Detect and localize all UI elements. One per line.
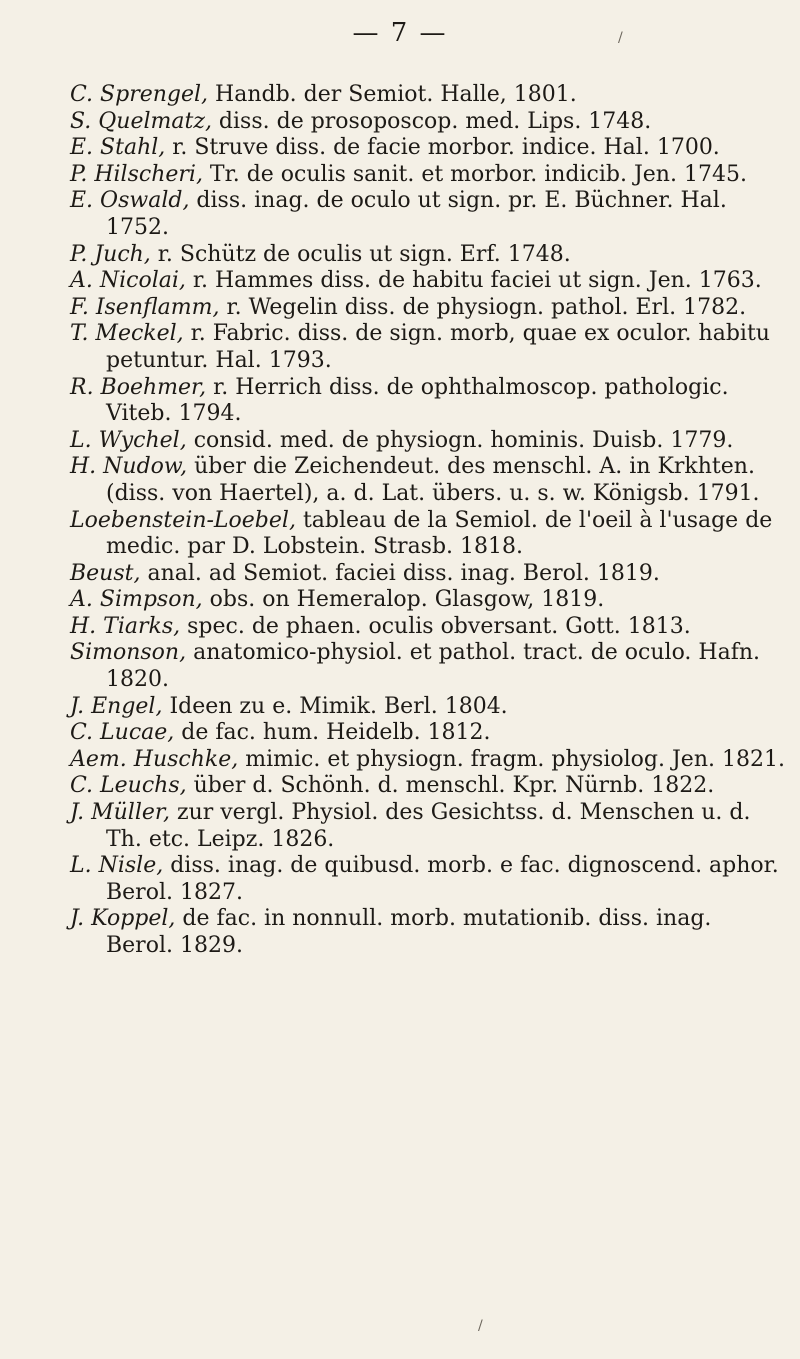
bibliography-entry bbox=[70, 694, 785, 721]
entry-details: de fac. hum. Heidelb. 1812. bbox=[174, 720, 491, 746]
entry-details: obs. on Hemeralop. Glasgow, 1819. bbox=[202, 587, 605, 613]
margin-mark: / bbox=[478, 1318, 483, 1334]
entry-details: diss. inag. de quibusd. morb. e fac. dignoscend. aphor. Berol. 1827. bbox=[106, 853, 779, 905]
entry-author: P. Hilscheri, bbox=[70, 161, 203, 187]
bibliography-entry bbox=[70, 454, 785, 507]
entry-author: Simonson, bbox=[70, 640, 187, 666]
entry-details: r. Wegelin diss. de physiogn. pathol. Erl. 1782. bbox=[219, 294, 747, 320]
entry-details: de fac. in nonnull. morb. mutationib. diss. inag. Berol. 1829. bbox=[106, 906, 712, 958]
entry-author: P. Juch, bbox=[70, 241, 151, 267]
entry-details: Ideen zu e. Mimik. Berl. 1804. bbox=[162, 693, 508, 719]
bibliography-entry bbox=[70, 587, 785, 614]
bibliography-entry bbox=[70, 508, 785, 561]
entry-details: spec. de phaen. oculis obversant. Gott. 1813. bbox=[180, 613, 691, 639]
entry-details: über d. Schönh. d. menschl. Kpr. Nürnb. 1822. bbox=[186, 773, 715, 799]
bibliography-entry bbox=[70, 720, 785, 747]
entry-details: diss. de prosoposcop. med. Lips. 1748. bbox=[211, 108, 652, 134]
entry-author: E. Stahl, bbox=[70, 135, 166, 161]
page-number: — 7 — bbox=[352, 18, 448, 48]
bibliography-entry bbox=[70, 906, 785, 959]
entry-author: J. Engel, bbox=[70, 693, 163, 719]
bibliography-entry bbox=[70, 773, 785, 800]
entry-details: anatomico-physiol. et pathol. tract. de oculo. Hafn. 1820. bbox=[106, 640, 761, 693]
bibliography-entry bbox=[70, 375, 785, 428]
bibliography-entry bbox=[70, 295, 785, 322]
entry-details: zur vergl. Physiol. des Gesichtss. d. Menschen u. d. Th. etc. Leipz. 1826. bbox=[106, 800, 751, 852]
entry-details: r. Schütz de oculis ut sign. Erf. 1748. bbox=[150, 241, 571, 267]
entry-author: H. Nudow, bbox=[70, 454, 188, 480]
bibliography-entry bbox=[70, 321, 785, 374]
bibliography-list bbox=[70, 82, 785, 960]
entry-author: E. Oswald, bbox=[70, 188, 190, 214]
entry-author: S. Quelmatz, bbox=[70, 108, 212, 134]
entry-author: L. Nisle, bbox=[70, 853, 164, 879]
bibliography-entry bbox=[70, 561, 785, 588]
bibliography-entry bbox=[70, 188, 785, 241]
entry-details: r. Hammes diss. de habitu faciei ut sign. Jen. 1763. bbox=[185, 268, 762, 294]
entry-details: r. Fabric. diss. de sign. morb, quae ex oculor. habitu petuntur. Hal. 1793. bbox=[106, 321, 770, 373]
entry-author: H. Tiarks, bbox=[70, 613, 181, 639]
entry-details: über die Zeichendeut. des menschl. A. in Krkhten. (diss. von Haertel), a. d. Lat. übers. u. s. w. Königsb. 1791. bbox=[106, 454, 760, 506]
entry-author: Aem. Huschke, bbox=[70, 746, 239, 772]
bibliography-entry bbox=[70, 800, 785, 853]
entry-details: mimic. et physiogn. fragm. physiolog. Jen. 1821. bbox=[238, 746, 785, 772]
entry-author: F. Isenflamm, bbox=[70, 294, 220, 320]
bibliography-entry bbox=[70, 242, 785, 269]
entry-author: R. Boehmer, bbox=[70, 374, 207, 400]
bibliography-entry bbox=[70, 268, 785, 295]
entry-author: A. Simpson, bbox=[70, 587, 203, 613]
entry-author: J. Koppel, bbox=[70, 906, 176, 932]
entry-author: Beust, bbox=[70, 560, 141, 586]
entry-details: r. Struve diss. de facie morbor. indice. Hal. 1700. bbox=[165, 135, 720, 161]
bibliography-entry bbox=[70, 640, 785, 693]
entry-author: T. Meckel, bbox=[70, 321, 184, 347]
bibliography-entry bbox=[70, 428, 785, 455]
bibliography-entry bbox=[70, 747, 785, 774]
entry-details: Tr. de oculis sanit. et morbor. indicib. Jen. 1745. bbox=[202, 161, 747, 187]
entry-author: C. Sprengel, bbox=[70, 82, 209, 107]
entry-author: C. Lucae, bbox=[70, 720, 175, 746]
margin-mark: / bbox=[618, 30, 623, 46]
entry-author: J. Müller, bbox=[70, 800, 170, 826]
entry-details: anal. ad Semiot. faciei diss. inag. Berol. 1819. bbox=[140, 560, 660, 586]
entry-details: Handb. der Semiot. Halle, 1801. bbox=[208, 82, 577, 107]
entry-author: A. Nicolai, bbox=[70, 268, 186, 294]
bibliography-entry bbox=[70, 109, 785, 136]
entry-details: r. Herrich diss. de ophthalmoscop. pathologic. Viteb. 1794. bbox=[106, 374, 729, 427]
entry-author: C. Leuchs, bbox=[70, 773, 187, 799]
bibliography-entry bbox=[70, 135, 785, 162]
bibliography-entry bbox=[70, 82, 785, 109]
entry-details: consid. med. de physiogn. hominis. Duisb. 1779. bbox=[186, 427, 734, 453]
entry-details: diss. inag. de oculo ut sign. pr. E. Büchner. Hal. 1752. bbox=[106, 188, 727, 240]
bibliography-entry bbox=[70, 853, 785, 906]
entry-author: L. Wychel, bbox=[70, 427, 187, 453]
entry-details: tableau de la Semiol. de l'oeil à l'usage de medic. par D. Lobstein. Strasb. 1818. bbox=[106, 507, 773, 560]
bibliography-entry bbox=[70, 162, 785, 189]
bibliography-entry bbox=[70, 614, 785, 641]
entry-author: Loebenstein-Loebel, bbox=[70, 507, 296, 533]
